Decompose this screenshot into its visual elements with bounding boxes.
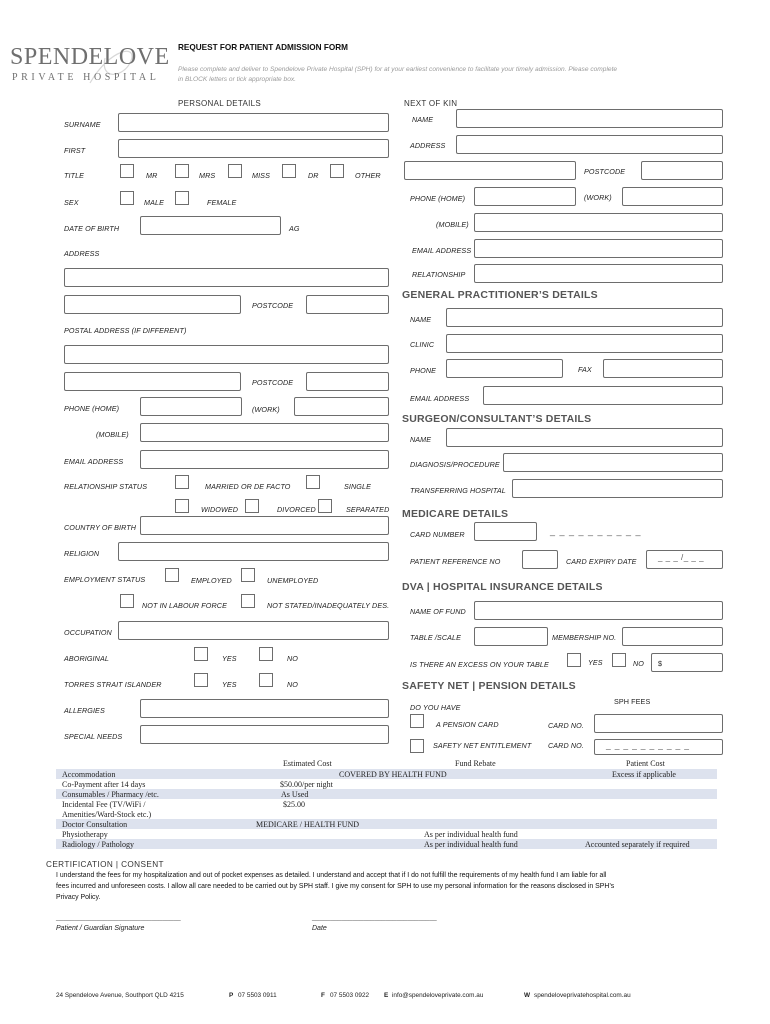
employed-checkbox[interactable] <box>165 568 179 582</box>
single-checkbox[interactable] <box>306 475 320 489</box>
employed-label: EMPLOYED <box>191 576 232 585</box>
phone-home-label: PHONE (HOME) <box>64 404 120 413</box>
postal-postcode-label: POSTCODE <box>252 378 294 387</box>
gp-clinic-input[interactable] <box>446 334 723 353</box>
membership-input[interactable] <box>622 627 723 646</box>
certification-heading: CERTIFICATION | CONSENT <box>46 860 164 869</box>
patient-ref-input[interactable] <box>522 550 558 569</box>
kin-relationship-label: RELATIONSHIP <box>412 270 466 279</box>
cost-physio-rebate: As per individual health fund <box>424 830 518 839</box>
first-name-label: FIRST <box>64 146 86 155</box>
card-number-input[interactable] <box>474 522 537 541</box>
pension-card-label: A PENSION CARD <box>436 720 499 729</box>
instructions-line-1: Please complete and deliver to Spendelove Private Hospital (SPH) for at your earliest convenience to facilitate your timely admission. Please complete <box>178 66 618 73</box>
not-labour-label: NOT IN LABOUR FORCE <box>142 601 227 610</box>
excess-yes-label: YES <box>588 658 603 667</box>
kin-postcode-label: POSTCODE <box>584 167 626 176</box>
cost-row-physio: Physiotherapy <box>62 830 108 839</box>
logo-sub-text: PRIVATE HOSPITAL <box>12 72 160 83</box>
surgeon-heading: SURGEON/CONSULTANT’S DETAILS <box>402 413 592 425</box>
sex-label: SEX <box>64 198 79 207</box>
mobile-input[interactable] <box>140 423 389 442</box>
form-title: REQUEST FOR PATIENT ADMISSION FORM <box>178 43 348 52</box>
phone-work-label: (WORK) <box>252 405 280 414</box>
cost-radiology-patient: Accounted separately if required <box>585 840 690 849</box>
address-input-2[interactable] <box>64 295 241 314</box>
gp-phone-input[interactable] <box>446 359 563 378</box>
occupation-input[interactable] <box>118 621 389 640</box>
torres-label: TORRES STRAIT ISLANDER <box>64 680 162 689</box>
sph-fees-dashes: _ _ _ _ _ _ _ _ _ _ <box>606 740 690 750</box>
gp-name-input[interactable] <box>446 308 723 327</box>
relationship-status-label: RELATIONSHIP STATUS <box>64 482 148 491</box>
cost-row-copayment: Co-Payment after 14 days <box>62 780 146 789</box>
country-of-birth-input[interactable] <box>140 516 389 535</box>
kin-relationship-input[interactable] <box>474 264 723 283</box>
footer-fax-label: F <box>321 992 325 999</box>
cost-row-accommodation: Accommodation <box>62 770 116 779</box>
unemployed-checkbox[interactable] <box>241 568 255 582</box>
gp-phone-label: PHONE <box>410 366 437 375</box>
kin-postcode-input[interactable] <box>641 161 723 180</box>
do-you-have-label: DO YOU HAVE <box>410 703 461 712</box>
medicare-heading: MEDICARE DETAILS <box>402 508 509 520</box>
excess-label: IS THERE AN EXCESS ON YOUR TABLE <box>410 660 549 669</box>
gp-name-label: NAME <box>410 315 432 324</box>
special-needs-label: SPECIAL NEEDS <box>64 732 123 741</box>
divorced-checkbox[interactable] <box>245 499 259 513</box>
married-checkbox[interactable] <box>175 475 189 489</box>
kin-mobile-input[interactable] <box>474 213 723 232</box>
cost-doctor-estimate: MEDICARE / HEALTH FUND <box>256 820 360 829</box>
kin-phone-home-input[interactable] <box>474 187 576 206</box>
postal-postcode-input[interactable] <box>306 372 389 391</box>
safety-net-heading: SAFETY NET | PENSION DETAILS <box>402 680 576 692</box>
logo <box>10 44 170 86</box>
expiry-label: CARD EXPIRY DATE <box>566 557 637 566</box>
certification-line-1: I understand the fees for my hospitalization and out of pocket expenses as detailed. I understand and accept that if I do not fulfill the requirements of my health fund I am liable for all <box>56 872 607 879</box>
fund-name-label: NAME OF FUND <box>410 607 466 616</box>
footer-phone-label: P <box>229 992 234 999</box>
fund-name-input[interactable] <box>474 601 723 620</box>
transferring-label: TRANSFERRING HOSPITAL <box>410 486 506 495</box>
married-label: MARRIED OR DE FACTO <box>205 482 291 491</box>
footer-phone: 07 5503 0911 <box>238 992 277 999</box>
not-stated-label: NOT STATED/INADEQUATELY DES. <box>267 601 390 610</box>
torres-yes-label: YES <box>222 680 237 689</box>
gp-fax-label: FAX <box>578 365 592 374</box>
separated-checkbox[interactable] <box>318 499 332 513</box>
personal-details-heading: PERSONAL DETAILS <box>178 99 262 108</box>
surname-input[interactable] <box>118 113 389 132</box>
postcode-label: POSTCODE <box>252 301 294 310</box>
title-dr-checkbox[interactable] <box>282 164 296 178</box>
postal-address-label: POSTAL ADDRESS (IF DIFFERENT) <box>64 326 187 335</box>
title-miss-checkbox[interactable] <box>228 164 242 178</box>
widowed-label: WIDOWED <box>201 505 239 514</box>
footer-address: 24 Spendelove Avenue, Southport QLD 4215 <box>56 992 184 999</box>
footer-email[interactable]: info@spendeloveprivate.com.au <box>392 992 484 999</box>
surname-label: SURNAME <box>64 120 101 129</box>
patient-ref-label: PATIENT REFERENCE NO <box>410 557 501 566</box>
cost-accommodation-rebate: COVERED BY HEALTH FUND <box>339 770 447 779</box>
sex-female-label: FEMALE <box>207 198 237 207</box>
cost-row-doctor: Doctor Consultation <box>62 820 128 829</box>
email-label: EMAIL ADDRESS <box>64 457 124 466</box>
kin-name-label: NAME <box>412 115 434 124</box>
occupation-label: OCCUPATION <box>64 628 112 637</box>
signature-label: Patient / Guardian Signature <box>56 925 145 932</box>
card-number-label: CARD NUMBER <box>410 530 465 539</box>
certification-line-3: Privacy Policy. <box>56 894 101 901</box>
diagnosis-input[interactable] <box>503 453 723 472</box>
title-mr-checkbox[interactable] <box>120 164 134 178</box>
kin-phone-home-label: PHONE (HOME) <box>410 194 466 203</box>
first-name-input[interactable] <box>118 139 389 158</box>
kin-email-label: EMAIL ADDRESS <box>412 246 472 255</box>
widowed-checkbox[interactable] <box>175 499 189 513</box>
col-fund-rebate: Fund Rebate <box>455 759 496 768</box>
address-input-1[interactable] <box>64 268 389 287</box>
email-input[interactable] <box>140 450 389 469</box>
postal-address-input-2[interactable] <box>64 372 241 391</box>
certification-line-2: fees incurred and unforeseen costs. I allow all care needed to be carried out by SPH staff. I give my consent for SPH to use my personal information for the reasons disclosed in SPH’s <box>56 883 615 890</box>
card-number-dashes: _ _ _ _ _ _ _ _ _ _ <box>550 526 642 536</box>
diagnosis-label: DIAGNOSIS/PROCEDURE <box>410 460 500 469</box>
cost-row-incidental: Incidental Fee (TV/WiFi / <box>62 800 146 809</box>
cost-row-amenities: Amenities/Ward-Stock etc.) <box>62 810 152 819</box>
dob-label: DATE OF BIRTH <box>64 224 120 233</box>
title-dr-label: DR <box>308 171 319 180</box>
transferring-input[interactable] <box>512 479 723 498</box>
cost-incidental-estimate: $25.00 <box>283 800 305 809</box>
cost-radiology-rebate: As per individual health fund <box>424 840 518 849</box>
signature-line[interactable]: __________________________________ <box>56 914 181 921</box>
kin-name-input[interactable] <box>456 109 723 128</box>
surgeon-name-input[interactable] <box>446 428 723 447</box>
aboriginal-no-label: NO <box>287 654 298 663</box>
dva-heading: DVA | HOSPITAL INSURANCE DETAILS <box>402 581 603 593</box>
allergies-input[interactable] <box>140 699 389 718</box>
title-mrs-label: MRS <box>199 171 216 180</box>
kin-mobile-label: (MOBILE) <box>436 220 469 229</box>
aboriginal-yes-checkbox[interactable] <box>194 647 208 661</box>
kin-address-label: ADDRESS <box>410 141 446 150</box>
postal-address-input-1[interactable] <box>64 345 389 364</box>
date-line[interactable]: __________________________________ <box>312 914 437 921</box>
cost-row-radiology: Radiology / Pathology <box>62 840 134 849</box>
footer-web-label: W <box>524 992 531 999</box>
excess-yes-checkbox[interactable] <box>567 653 581 667</box>
separated-label: SEPARATED <box>346 505 390 514</box>
kin-work-label: (WORK) <box>584 193 612 202</box>
torres-no-checkbox[interactable] <box>259 673 273 687</box>
excess-dollar-label: $ <box>658 659 663 668</box>
cost-row-stripe-3 <box>56 819 717 829</box>
col-estimated-cost: Estimated Cost <box>283 759 332 768</box>
instructions-line-2: in BLOCK letters or tick appropriate box. <box>178 76 297 83</box>
aboriginal-yes-label: YES <box>222 654 237 663</box>
membership-label: MEMBERSHIP NO. <box>552 633 617 642</box>
postcode-input[interactable] <box>306 295 389 314</box>
title-label: TITLE <box>64 171 85 180</box>
single-label: SINGLE <box>344 482 371 491</box>
unemployed-label: UNEMPLOYED <box>267 576 319 585</box>
gp-email-input[interactable] <box>483 386 723 405</box>
sph-fees-label: SPH FEES <box>614 697 651 706</box>
date-label: Date <box>312 925 327 932</box>
country-of-birth-label: COUNTRY OF BIRTH <box>64 523 137 532</box>
cost-consumables-estimate: As Used <box>281 790 309 799</box>
table-scale-label: TABLE /SCALE <box>410 633 461 642</box>
religion-label: RELIGION <box>64 549 100 558</box>
logo-main-text: SPENDELOVE <box>10 44 170 70</box>
cost-row-consumables: Consumables / Pharmacy /etc. <box>62 790 159 799</box>
gp-email-label: EMAIL ADDRESS <box>410 394 470 403</box>
aboriginal-label: ABORIGINAL <box>64 654 109 663</box>
title-other-checkbox[interactable] <box>330 164 344 178</box>
next-of-kin-heading: NEXT OF KIN <box>404 99 458 108</box>
title-mrs-checkbox[interactable] <box>175 164 189 178</box>
special-needs-input[interactable] <box>140 725 389 744</box>
safety-net-label: SAFETY NET ENTITLEMENT <box>433 741 532 750</box>
gp-heading: GENERAL PRACTITIONER’S DETAILS <box>402 289 598 301</box>
kin-address-input-1[interactable] <box>456 135 723 154</box>
sex-male-checkbox[interactable] <box>120 191 134 205</box>
age-label: AG <box>289 224 300 233</box>
footer-fax: 07 5503 0922 <box>330 992 370 999</box>
sex-female-checkbox[interactable] <box>175 191 189 205</box>
excess-no-checkbox[interactable] <box>612 653 626 667</box>
footer-email-label: E <box>384 992 389 999</box>
kin-address-input-2[interactable] <box>404 161 576 180</box>
address-label: ADDRESS <box>64 249 100 258</box>
kin-email-input[interactable] <box>474 239 723 258</box>
torres-no-label: NO <box>287 680 298 689</box>
safety-net-checkbox[interactable] <box>410 739 424 753</box>
expiry-dashes: _ _ _ /_ _ _ <box>658 553 705 562</box>
phone-home-input[interactable] <box>140 397 242 416</box>
sex-male-label: MALE <box>144 198 164 207</box>
gp-fax-input[interactable] <box>603 359 723 378</box>
surgeon-name-label: NAME <box>410 435 432 444</box>
card-no-1-label: CARD NO. <box>548 721 584 730</box>
allergies-label: ALLERGIES <box>64 706 105 715</box>
title-mr-label: MR <box>146 171 158 180</box>
card-no-1-input[interactable] <box>594 714 723 733</box>
table-scale-input[interactable] <box>474 627 548 646</box>
gp-clinic-label: CLINIC <box>410 340 435 349</box>
title-miss-label: MISS <box>252 171 270 180</box>
excess-no-label: NO <box>633 659 644 668</box>
employment-status-label: EMPLOYMENT STATUS <box>64 575 146 584</box>
dob-input[interactable] <box>140 216 281 235</box>
pension-card-checkbox[interactable] <box>410 714 424 728</box>
divorced-label: DIVORCED <box>277 505 316 514</box>
not-stated-checkbox[interactable] <box>241 594 255 608</box>
not-labour-checkbox[interactable] <box>120 594 134 608</box>
footer-web[interactable]: spendeloveprivatehospital.com.au <box>534 992 631 999</box>
torres-yes-checkbox[interactable] <box>194 673 208 687</box>
card-no-2-label: CARD NO. <box>548 741 584 750</box>
kin-work-input[interactable] <box>622 187 723 206</box>
col-patient-cost: Patient Cost <box>626 759 665 768</box>
phone-work-input[interactable] <box>294 397 389 416</box>
aboriginal-no-checkbox[interactable] <box>259 647 273 661</box>
religion-input[interactable] <box>118 542 389 561</box>
cost-accommodation-patient: Excess if applicable <box>612 770 676 779</box>
cost-copayment-estimate: $50.00/per night <box>280 780 333 789</box>
mobile-label: (MOBILE) <box>96 430 129 439</box>
title-other-label: OTHER <box>355 171 381 180</box>
